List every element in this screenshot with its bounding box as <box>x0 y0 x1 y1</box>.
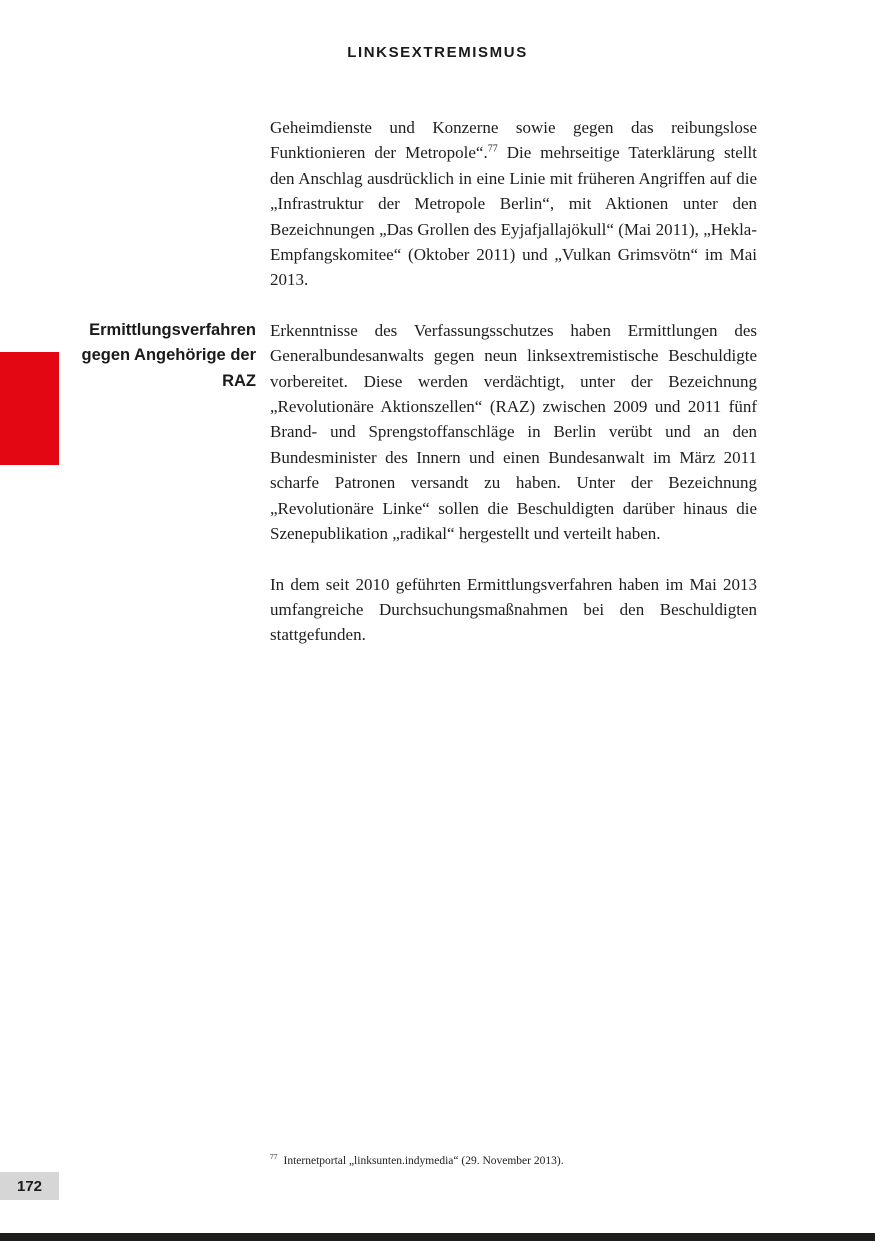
bottom-edge-bar <box>0 1233 875 1241</box>
margin-note-line: Ermittlungsverfahren <box>89 321 256 339</box>
paragraph <box>270 115 757 293</box>
running-header: LINKSEXTREMISMUS <box>347 44 528 61</box>
chapter-marker <box>0 352 59 465</box>
footnote <box>270 1154 757 1168</box>
body-text-column <box>270 115 757 673</box>
footnote-text: Internetportal „linksunten.indymedia“ (29. November 2013). <box>283 1155 564 1167</box>
margin-note <box>60 318 256 394</box>
margin-note-line: RAZ <box>222 371 256 390</box>
paragraph-text: Die mehrseitige Taterklärung stellt den Anschlag ausdrücklich in eine Linie mit früheren Angriffen auf die „Infrastruktur der Metropole Berlin“, mit Aktionen unter den Bezeichnungen „Das Grollen des Eyjafjallajökull“ (Mai 2011), „Hekla-Empfangskomitee“ (Oktober 2011) und „Vulkan Grimsvötn“ im Mai 2013. <box>270 143 757 290</box>
paragraph-text: Geheimdienste und Konzerne sowie gegen das reibungslose Funktionieren der Metropole“. <box>270 118 757 163</box>
paragraph: In dem seit 2010 geführten Ermittlungsverfahren haben im Mai 2013 umfangreiche Durchsuchungsmaßnahmen bei den Beschuldigten stattgefunden. <box>270 574 757 645</box>
paragraph: Erkenntnisse des Verfassungsschutzes haben Ermittlungen des Generalbundesanwalts gegen neun linksextremistische Beschuldigte vorbereitet. Diese werden verdächtigt, unter der Bezeichnung „Revolutionäre Aktionszellen“ (RAZ) zwischen 2009 und 2011 fünf Brand- und Sprengstoffanschläge in Berlin verübt und an den Bundesminister des Innern und einen Bundesanwalt im März 2011 scharfe Patronen versandt zu haben. Unter der Bezeichnung „Revolutionäre Linke“ sollen die Beschuldigten darüber hinaus die Szenepublikation „radikal“ hergestellt und verteilt haben. <box>270 320 757 544</box>
footnote-ref: 77 <box>487 143 498 155</box>
footnote-marker: 77 <box>270 1152 278 1162</box>
page-number: 172 <box>0 1172 59 1200</box>
margin-note-line: gegen Angehörige der <box>81 346 256 365</box>
